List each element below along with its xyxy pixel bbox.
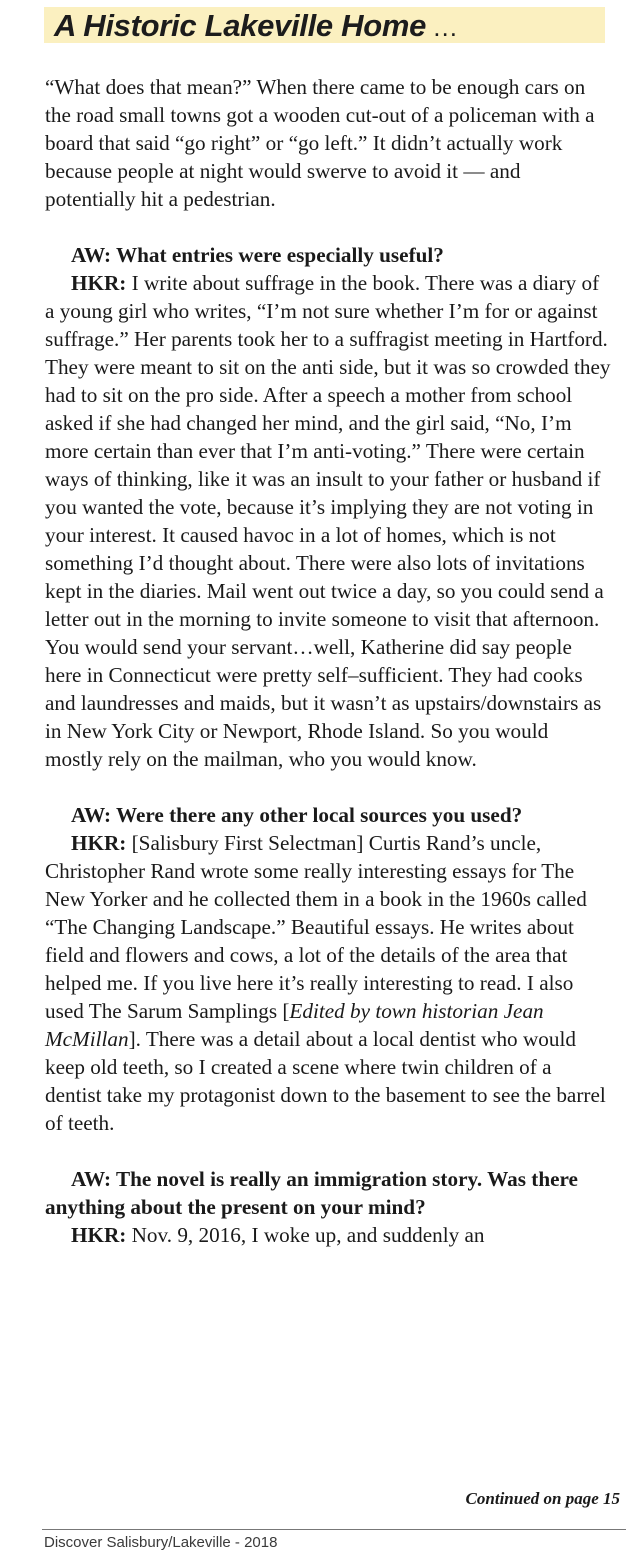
title-ellipsis: … (432, 12, 458, 42)
answer-3-text: Nov. 9, 2016, I woke up, and suddenly an (126, 1223, 485, 1247)
article-body (45, 73, 611, 1249)
answer-2 (45, 829, 611, 1137)
answer-1-text: I write about suffrage in the book. There was a diary of a young girl who writes, “I’m not sure whether I’m for or against suffrage.” Her parents took her to a suffragist meeting in Hartford. They were meant to sit on the anti side, but it was so crowded they had to sit on the pro side. After a speech a mother from school asked if she had changed her mind, and the girl said, “No, I’m more certain than ever that I’m anti-voting.” There were certain ways of thinking, like it was an insult to your father or husband if you wanted the vote, because it’s implying they are not voting in your interest. It caused havoc in a lot of homes, which is not something I’d thought about. There were also lots of invitations kept in the diaries. Mail went out twice a day, so you could send a letter out in the morning to invite someone to visit that afternoon. You would send your servant…well, Katherine did say people here in Connecticut were pretty self–sufficient. They had cooks and laundresses and maids, but it wasn’t as upstairs/downstairs as in New York City or Newport, Rhode Island. So you would mostly rely on the mailman, who you would know. (45, 271, 611, 771)
question-3: AW: The novel is really an immigration story. Was there anything about the present on your mind? (45, 1167, 578, 1219)
article-title (54, 8, 458, 45)
question-1: AW: What entries were especially useful? (71, 243, 444, 267)
answer-1 (45, 269, 611, 773)
question-2: AW: Were there any other local sources you used? (71, 803, 523, 827)
answer-2-text-part-1: [Salisbury First Selectman] Curtis Rand’s uncle, Christopher Rand wrote some really interesting essays for The New Yorker and he collected them in a book in the 1960s called “The Changing Landscape.” Beautiful essays. He writes about field and flowers and cows, a lot of the details of the area that helped me. If you live here it’s really interesting to read. I also used The Sarum Samplings [ (45, 831, 587, 1023)
answer-2-text-part-2: ]. There was a detail about a local dentist who would keep old teeth, so I created a scene where twin children of a dentist take my protagonist down to the basement to see the barrel of teeth. (45, 1027, 606, 1135)
title-text: A Historic Lakeville Home (54, 8, 427, 43)
paragraph-spacer (45, 773, 611, 801)
footer-divider (42, 1529, 626, 1530)
answer-3 (45, 1221, 611, 1249)
paragraph-spacer (45, 1137, 611, 1165)
paragraph-spacer (45, 213, 611, 241)
intro-paragraph: “What does that mean?” When there came to be enough cars on the road small towns got a wooden cut-out of a policeman with a board that said “go right” or “go left.” It didn’t actually work because people at night would swerve to avoid it — and potentially hit a pedestrian. (45, 75, 595, 211)
answer-3-speaker: HKR: (71, 1223, 127, 1247)
footer-text: Discover Salisbury/Lakeville - 2018 (44, 1534, 278, 1551)
answer-1-speaker: HKR: (71, 271, 127, 295)
answer-2-speaker: HKR: (71, 831, 127, 855)
editor-note: Edited by town historian Jean McMillan (45, 999, 544, 1051)
continued-note: Continued on page 15 (465, 1489, 620, 1508)
